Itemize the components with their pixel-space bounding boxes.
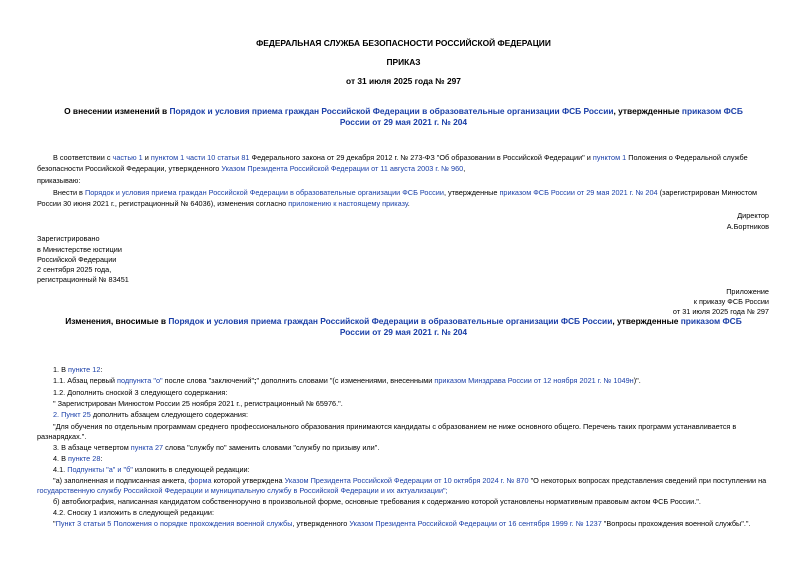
registration-line: регистрационный № 83451 bbox=[37, 275, 129, 284]
link-point-1[interactable]: пунктом 1 bbox=[592, 153, 627, 162]
link-order-1049n[interactable]: приказом Минздрава России от 12 ноября 2021 г. № 1049н bbox=[434, 376, 634, 385]
link-decree-870[interactable]: Указом Президента Российской Федерации от 10 октября 2024 г. № 870 bbox=[284, 476, 529, 485]
link-procedure[interactable]: Порядок и условия приема граждан Российской Федерации в образовательные организации ФСБ России bbox=[84, 188, 444, 197]
link-decree-960[interactable]: Указом Президента Российской Федерации от 11 августа 2003 г. № 960 bbox=[221, 164, 464, 173]
document-title: О внесении изменений в Порядок и условия приема граждан Российской Федерации в образовательные организации ФСБ России, утвержденные приказом ФСБ России от 29 мая 2021 г. № 204 bbox=[64, 106, 743, 127]
registration-line: 2 сентября 2025 года, bbox=[37, 265, 112, 274]
changes-link-procedure[interactable]: Порядок и условия приема граждан Российской Федерации в образовательные организации ФСБ России bbox=[168, 316, 613, 326]
item-1: 1. В пункте 12: bbox=[53, 365, 103, 374]
item-4-2-quote: "Пункт 3 статьи 5 Положения о порядке прохождения военной службы, утвержденного Указом Президента Российской Федерации от 16 сентября 1999 г. № 1237 "Вопросы прохождения военной службы".". bbox=[53, 519, 751, 528]
item-2-quote-1: "Для обучения по отдельным программам среднего профессионального образования принимаются кандидаты с образованием не ниже основного общего. Перечень таких программ устанавливается в bbox=[53, 422, 737, 431]
preamble-line-4: Внести в Порядок и условия приема граждан Российской Федерации в образовательные организации ФСБ России, утвержденные приказом ФСБ России от 29 мая 2021 г. № 204 (зарегистрирован Минюстом bbox=[53, 188, 758, 197]
item-3: 3. В абзаце четвертом пункта 27 слова "службу по" заменить словами "службу по призыву или". bbox=[53, 443, 380, 452]
link-point-28[interactable]: пункте 28 bbox=[68, 454, 101, 463]
item-1-2: 1.2. Дополнить сноской 3 следующего содержания: bbox=[53, 388, 228, 397]
link-appendix[interactable]: приложению к настоящему приказу bbox=[288, 199, 408, 208]
preamble-line-2: безопасности Российской Федерации, утвержденного Указом Президента Российской Федерации от 11 августа 2003 г. № 960, bbox=[37, 164, 466, 173]
title-link-order[interactable]: приказом ФСБ bbox=[681, 106, 743, 116]
appendix-ref: к приказу ФСБ России bbox=[693, 297, 769, 306]
link-military-service-regulation[interactable]: Положения о порядке прохождения военной службы bbox=[111, 519, 293, 528]
item-4-1-quote-1: "а) заполненная и подписанная анкета, форма которой утверждена Указом Президента Российской Федерации от 10 октября 2024 г. № 870 "О некоторых вопросах представления сведений при поступлении на bbox=[53, 476, 767, 485]
link-subpoint-o[interactable]: подпункта "о" bbox=[117, 376, 163, 385]
title-link-order-date[interactable]: России от 29 мая 2021 г. № 204 bbox=[339, 117, 468, 127]
item-2: 2. Пункт 25 дополнить абзацем следующего содержания: bbox=[53, 410, 248, 419]
appendix-date: от 31 июля 2025 года № 297 bbox=[672, 307, 769, 316]
link-point-25[interactable]: 2. Пункт 25 bbox=[53, 410, 91, 419]
appendix-label: Приложение bbox=[726, 287, 769, 296]
preamble-line-5: России 30 июня 2021 г., регистрационный № 64036), изменения согласно приложению к настоящему приказу. bbox=[37, 199, 410, 208]
link-article-5-point-3[interactable]: Пункт 3 статьи 5 bbox=[55, 519, 112, 528]
signature-name: А.Бортников bbox=[726, 222, 769, 231]
link-form[interactable]: форма bbox=[188, 476, 212, 485]
link-subpoints-a-b[interactable]: Подпункты "а" и "б" bbox=[67, 465, 133, 474]
item-4-1-quote-2[interactable]: государственную службу Российской Федерации и муниципальную службу в Российской Федерации и их актуализации"; bbox=[37, 486, 448, 495]
registration-line: Зарегистрировано bbox=[37, 234, 100, 243]
link-point-27[interactable]: пункта 27 bbox=[130, 443, 164, 452]
link-decree-1237[interactable]: Указом Президента Российской Федерации от 16 сентября 1999 г. № 1237 bbox=[349, 519, 602, 528]
link-point-12[interactable]: пункте 12 bbox=[68, 365, 101, 374]
link-part-1[interactable]: частью 1 bbox=[112, 153, 143, 162]
preamble-line-1: В соответствии с частью 1 и пунктом 1 части 10 статьи 81 Федерального закона от 29 декабря 2012 г. № 273-ФЗ "Об образовании в Российской Федерации" и пунктом 1 Положения о Федеральной службе bbox=[53, 153, 748, 162]
link-order-204[interactable]: приказом ФСБ России от 29 мая 2021 г. № 204 bbox=[499, 188, 658, 197]
item-4-1: 4.1. Подпункты "а" и "б" изложить в следующей редакции: bbox=[53, 465, 250, 474]
registration-line: Российской Федерации bbox=[37, 255, 117, 264]
item-2-quote-2: разнарядках.". bbox=[37, 432, 87, 441]
changes-link-order-date[interactable]: России от 29 мая 2021 г. № 204 bbox=[339, 327, 468, 337]
item-4: 4. В пункте 28: bbox=[53, 454, 103, 463]
changes-link-order[interactable]: приказом ФСБ bbox=[680, 316, 742, 326]
changes-title: Изменения, вносимые в Порядок и условия приема граждан Российской Федерации в образовательные организации ФСБ России, утвержденные приказом ФСБ России от 29 мая 2021 г. № 204 bbox=[65, 316, 742, 337]
item-4-2: 4.2. Сноску 1 изложить в следующей редакции: bbox=[53, 508, 215, 517]
link-article-81[interactable]: пунктом 1 части 10 статьи 81 bbox=[150, 153, 250, 162]
document-type: ПРИКАЗ bbox=[386, 57, 421, 67]
title-link-procedure[interactable]: Порядок и условия приема граждан Российской Федерации в образовательные организации ФСБ России bbox=[169, 106, 614, 116]
agency-name: ФЕДЕРАЛЬНАЯ СЛУЖБА БЕЗОПАСНОСТИ РОССИЙСКОЙ ФЕДЕРАЦИИ bbox=[256, 38, 551, 48]
registration-line: в Министерстве юстиции bbox=[37, 245, 122, 254]
document-date: от 31 июля 2025 года № 297 bbox=[346, 76, 461, 86]
item-1-2-quote: " Зарегистрирован Минюстом России 25 ноября 2021 г., регистрационный № 65976.". bbox=[53, 399, 343, 408]
item-1-1: 1.1. Абзац первый подпункта "о" после слова "заключений";" дополнить словами "(с изменениями, внесенными приказом Минздрава России от 12 ноября 2021 г. № 1049н)". bbox=[53, 376, 641, 385]
signature-position: Директор bbox=[737, 211, 769, 220]
item-4-1-quote-3: б) автобиография, написанная кандидатом собственноручно в произвольной форме, основные требования к содержанию которой установлены нормативным правовым актом ФСБ России.". bbox=[53, 497, 701, 506]
preamble-order: приказываю: bbox=[37, 176, 81, 185]
